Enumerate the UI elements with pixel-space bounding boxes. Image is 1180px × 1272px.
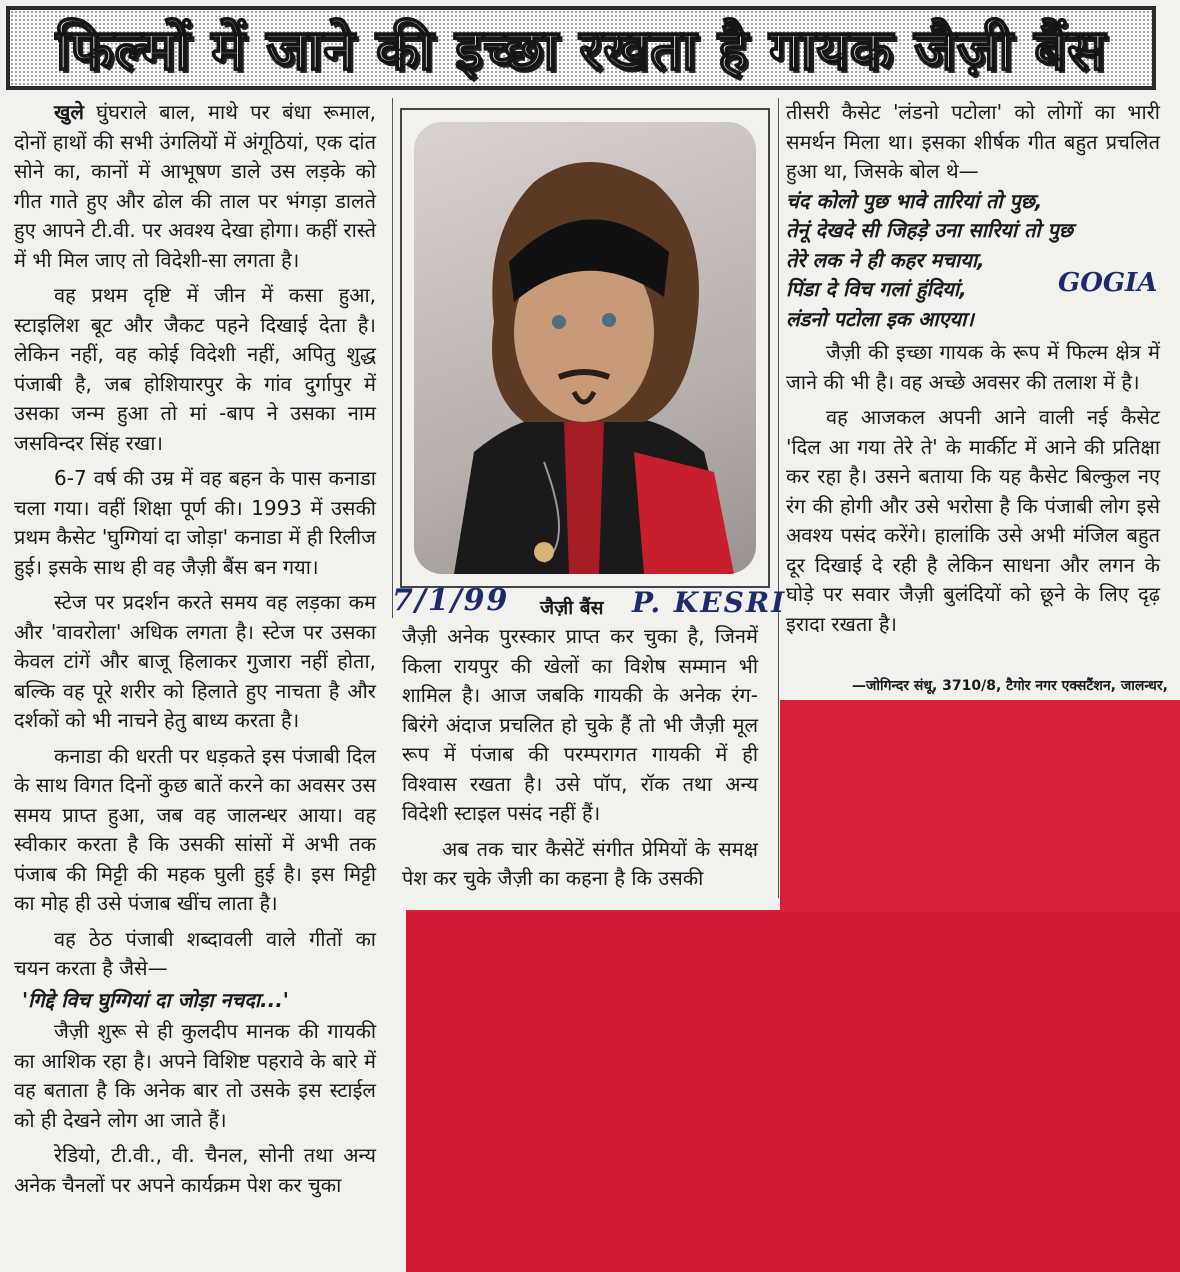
paragraph: जैज़ी अनेक पुरस्कार प्राप्त कर चुका है, जिनमें किला रायपुर की खेलों का विशेष सम्मान भी शामिल है। आज जबकि गायकी के अनेक रंग-बिरंगे अंदाज प्रचलित हो चुके हैं तो भी जैज़ी मूल रूप में पंजाब की परम्परागत गायकी में ही विश्वास रखता है। उसे पॉप, रॉक तथा अन्य विदेशी स्टाइल पसंद नहीं हैं। [402, 624, 758, 825]
right-column [786, 98, 1160, 645]
paragraph: वह ठेठ पंजाबी शब्दावली वाले गीतों का चयन करता है जैसे— [14, 926, 376, 980]
paragraph: कनाडा की धरती पर धड़कते इस पंजाबी दिल के साथ विगत दिनों कुछ बातें करने का अवसर उस समय प्राप्त हुआ, जब वह जालन्धर आया। वह स्वीकार करता है कि उसकी सांसों में अभी तक पंजाब की मिट्टी की महक घुली हुई है। इस मिट्टी का मोह ही उसे पंजाब खींच लाता है। [14, 743, 376, 915]
red-background-lower [400, 912, 1180, 1272]
verse-line: तेरे लक ने ही कहर मचाया, [786, 247, 985, 272]
photo-frame [400, 108, 770, 588]
verse-line: लंडनो पटोला इक आएया। [786, 306, 974, 331]
paragraph: वह प्रथम दृष्टि में जीन में कसा हुआ, स्टाइलिश बूट और जैकट पहने दिखाई देता है। लेकिन नहीं, वह कोई विदेशी नहीं, अपितु शुद्ध पंजाबी है, जब होशियारपुर के गांव दुर्गापुर में उसका जन्म हुआ तो मां -बाप ने उसका नाम जसविन्दर सिंह रखा। [14, 283, 376, 455]
paragraph: जैज़ी शुरू से ही कुलदीप मानक की गायकी का आशिक रहा है। अपने विशिष्ट पहरावे के बारे में वह बताता है कि अनेक बार तो उसके इस स्टाईल को ही देखने लोग आ जाते हैं। [14, 1019, 376, 1132]
singer-photo [414, 122, 756, 574]
paragraph: स्टेज पर प्रदर्शन करते समय वह लड़का कम और 'वावरोला' अधिक लगता है। स्टेज पर उसका केवल टांगें और बाजू हिलाकर गुजारा नहीं होता, बल्कि वह पूरे शरीर को हिलाते हुए नाचता है और दर्शकों को भी नाचने हेतु बाध्य करता है। [14, 590, 376, 732]
paragraph: जैज़ी की इच्छा गायक के रूप में फिल्म क्षेत्र में जाने की भी है। वह अच्छे अवसर की तलाश में है। [786, 340, 1160, 394]
paragraph: वह आजकल अपनी आने वाली नई कैसेट 'दिल आ गया तेरे ते' के मार्कीट में आने की प्रतिक्षा कर रहा है। उसने बताया कि यह कैसेट बिल्कुल नए रंग की होगी और उसे भरोसा है कि पंजाबी लोग इसे अवश्य पसंद करेंगे। हालांकि उसे अभी मंजिल बहुत दूर दिखाई दे रही है लेकिन साधना और लगन के घोड़े पर सवार जैज़ी बुलंदियों को छूने के लिए दृढ़ इरादा रखता है। [786, 405, 1160, 636]
paragraph [14, 98, 376, 275]
paragraph: रेडियो, टी.वी., वी. चैनल, सोनी तथा अन्य अनेक चैनलों पर अपने कार्यक्रम पेश कर चुका [14, 1143, 376, 1197]
handwritten-note: GOGIA [1058, 268, 1158, 298]
red-background [780, 702, 1180, 914]
author-byline: —जोगिन्दर संधू, 3710/8, टैगोर नगर एक्सटैंशन, जालन्धर, [852, 678, 1168, 694]
middle-column [402, 622, 758, 900]
torn-paper-edge [384, 896, 406, 1272]
column-divider [778, 98, 779, 898]
verse-line: पिंडा दे विच गलां हुंदियां, [786, 277, 967, 301]
handwritten-signature: P. KESRI [632, 586, 787, 619]
handwritten-date: 7/1/99 [392, 583, 510, 618]
headline-banner [6, 6, 1156, 90]
verse-line: चंद कोलो पुछ भावे तारियां तो पुछ, [786, 188, 1043, 213]
portrait-illustration [414, 122, 756, 574]
paragraph: अब तक चार कैसेटें संगीत प्रेमियों के समक्ष पेश कर चुके जैज़ी का कहना है कि उसकी [402, 836, 758, 890]
paragraph: 6-7 वर्ष की उम्र में वह बहन के पास कनाडा चला गया। वहीं शिक्षा पूर्ण की। 1993 में उसकी प्रथम कैसेट 'घुग्गियां दा जोड़ा' कनाडा में ही रिलीज हुई। इसके साथ ही वह जैज़ी बैंस बन गया। [14, 466, 376, 579]
song-quote: 'गिद्दे विच घुग्गियां दा जोड़ा नचदा...' [22, 987, 289, 1012]
paragraph: तीसरी कैसेट 'लंडनो पटोला' को लोगों का भारी समर्थन मिला था। इसका शीर्षक गीत बहुत प्रचलित हुआ था, जिसके बोल थे— [786, 100, 1160, 183]
photo-caption: जैज़ी बैंस [540, 597, 604, 619]
verse-line: तेनूं देखदे सी जिहड़े उना सारियां तो पुछ [786, 218, 1073, 242]
lead-word: खुले [54, 100, 84, 124]
song-verse [786, 187, 1160, 335]
lead-text: घुंघराले बाल, माथे पर बंधा रूमाल, दोनों हाथों की सभी उंगलियों में अंगूठियां, एक दांत सोने का, कानों में आभूषण डाले उस लड़के को गीत गाते हुए और ढोल की ताल पर भंगड़ा डालते हुए आपने टी.वी. पर अवश्य देखा होगा। कहीं रास्ते में भी मिल जाए तो विदेशी-सा लगता है। [14, 100, 376, 272]
headline: फिल्मों में जाने की इच्छा रखता है गायक जैज़ी बैंस [55, 18, 1107, 83]
left-column [14, 98, 376, 1206]
column-divider [392, 98, 393, 618]
